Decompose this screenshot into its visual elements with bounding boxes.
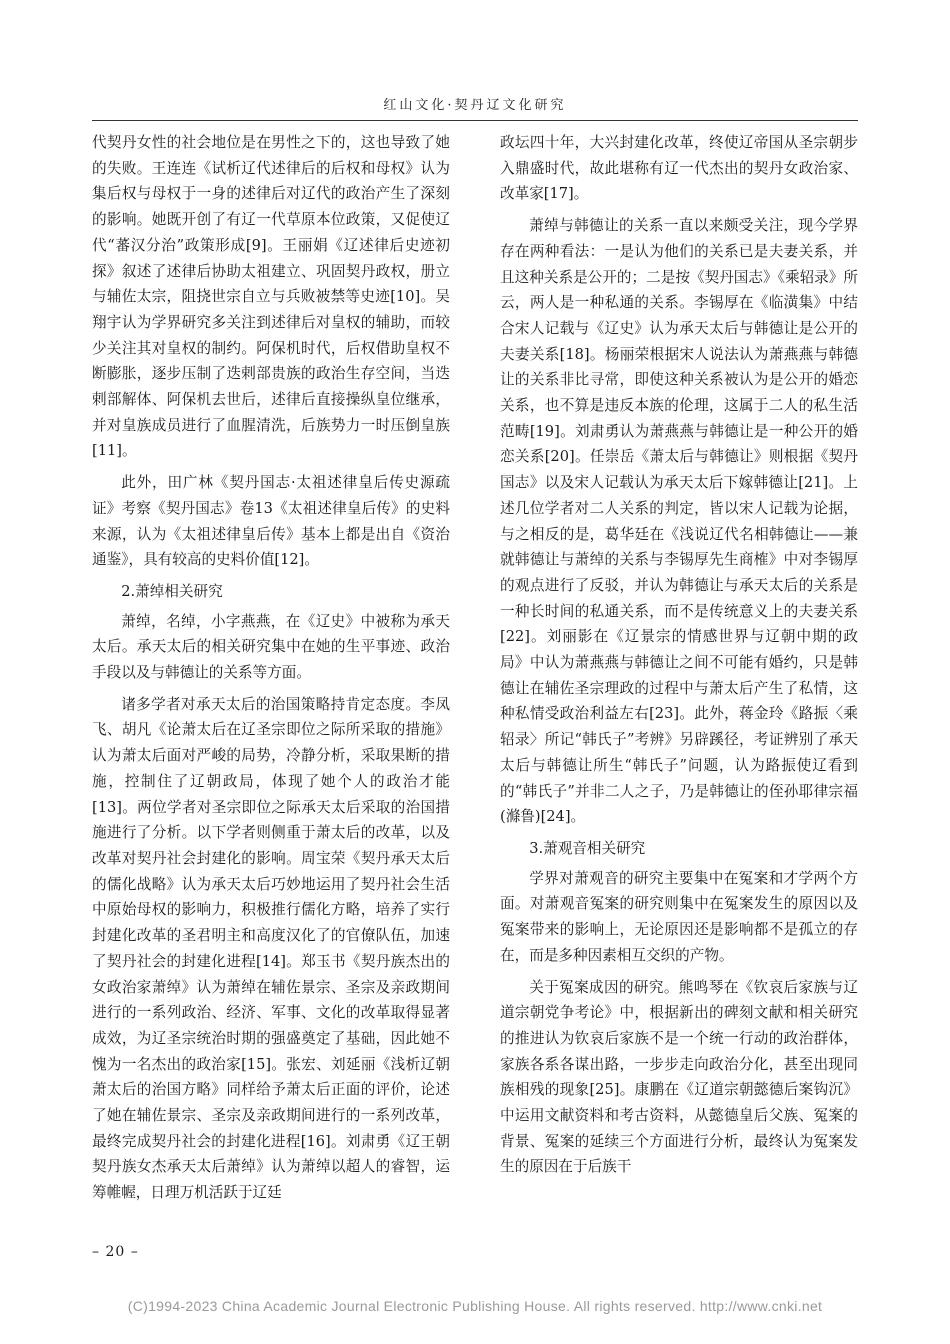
paragraph: 政坛四十年，大兴封建化改革，终使辽帝国从圣宗朝步入鼎盛时代，故此堪称有辽一代杰出的契丹女政治家、改革家[17]。 [500,134,858,203]
header-rule [92,120,858,121]
left-column [92,130,450,1212]
right-column [500,130,858,1186]
paragraph: 关于冤案成因的研究。熊鸣琴在《钦哀后家族与辽道宗朝党争考论》中，根据新出的碑刻文献和相关研究的推进认为钦哀后家族不是一个统一行动的政治群体，家族各系各谋出路，一步步走向政治分化，甚至出现同族相残的现象[25]。康鹏在《辽道宗朝懿德后案钩沉》中运用文献资料和考古资料，从懿德皇后父族、冤案的背景、冤案的延续三个方面进行分析，最终认为冤案发生的原因在于后族干 [500,978,858,1176]
copyright-footer: (C)1994-2023 China Academic Journal Electronic Publishing House. All rights reserved. http://www.cnki.net [127,1298,823,1314]
page-number: – 20 – [92,1244,139,1260]
running-header: 红山文化·契丹辽文化研究 [383,98,567,113]
paragraph: 萧绰与韩德让的关系一直以来颇受关注，现今学界存在两种看法：一是认为他们的关系已是夫妻关系，并且这种关系是公开的；二是按《契丹国志》《乘轺录》所云，两人是一种私通的关系。李锡厚在《临潢集》中结合宋人记载与《辽史》认为承天太后与韩德让是公开的夫妻关系[18]。杨丽荣根据宋人说法认为萧燕燕与韩德让的关系非比寻常，即使这种关系被认为是公开的婚恋关系，也不算是违反本族的伦理，这属于二人的私生活范畴[19]。刘肃勇认为萧燕燕与韩德让是一种公开的婚恋关系[20]。任崇岳《萧太后与韩德让》则根据《契丹国志》以及宋人记载认为承天太后下嫁韩德让[21]。上述几位学者对二人关系的判定，皆以宋人记载为论据，与之相反的是，葛华廷在《浅说辽代名相韩德让——兼就韩德让与萧绰的关系与李锡厚先生商榷》中对李锡厚的观点进行了反驳，并认为韩德让与承天太后的关系是一种长时间的私通关系，而不是传统意义上的夫妻关系[22]。刘丽影在《辽景宗的情感世界与辽朝中期的政局》中认为萧燕燕与韩德让之间不可能有婚约，只是韩德让在辅佐圣宗理政的过程中与萧太后产生了私情，这种私情受政治利益左右[23]。此外，蒋金玲《路振〈乘轺录〉所记“韩氏子”考辨》另辟蹊径，考证辨别了承天太后与韩德让所生“韩氏子”问题，认为路振使辽看到的“韩氏子”并非二人之子，乃是韩德让的侄孙耶律宗福(滌鲁)[24]。 [500,217,858,826]
paragraph: 学界对萧观音的研究主要集中在冤案和才学两个方面。对萧观音冤案的研究则集中在冤案发生的原因以及冤案带来的影响上，无论原因还是影响都不是孤立的存在，而是多种因素相互交织的产物。 [500,869,858,964]
paragraph: 萧绰，名绰，小字燕燕，在《辽史》中被称为承天太后。承天太后的相关研究集中在她的生平事迹、政治手段以及与韩德让的关系等方面。 [92,612,450,682]
section-heading: 2.萧绰相关研究 [121,582,223,600]
section-heading: 3.萧观音相关研究 [529,839,646,857]
paragraph: 诸多学者对承天太后的治国策略持肯定态度。李凤飞、胡凡《论萧太后在辽圣宗即位之际所采取的措施》认为萧太后面对严峻的局势，冷静分析，采取果断的措施，控制住了辽朝政局，体现了她个人的政治才能[13]。两位学者对圣宗即位之际承天太后采取的治国措施进行了分析。以下学者则侧重于萧太后的改革，以及改革对契丹社会封建化的影响。周宝荣《契丹承天太后的儒化战略》认为承天太后巧妙地运用了契丹社会生活中原始母权的影响力，积极推行儒化方略，培养了实行封建化改革的圣君明主和高度汉化了的官僚队伍，加速了契丹社会的封建化进程[14]。郑玉书《契丹族杰出的女政治家萧绰》认为萧绰在辅佐景宗、圣宗及亲政期间进行的一系列政治、经济、军事、文化的改革取得显著成效，为辽圣宗统治时期的强盛奠定了基础，因此她不愧为一名杰出的政治家[15]。张宏、刘延丽《浅析辽朝萧太后的治国方略》同样给予萧太后正面的评价，论述了她在辅佐景宗、圣宗及亲政期间进行的一系列改革，最终完成契丹社会的封建化进程[16]。刘肃勇《辽王朝契丹族女杰承天太后萧绰》认为萧绰以超人的睿智，运筹帷幄，日理万机活跃于辽廷 [92,695,450,1202]
paragraph: 此外，田广林《契丹国志·太祖述律皇后传史源疏证》考察《契丹国志》卷13《太祖述律皇后传》的史料来源，认为《太祖述律皇后传》基本上都是出自《资治通鉴》，具有较高的史料价值[12]。 [92,474,450,569]
paragraph: 代契丹女性的社会地位是在男性之下的，这也导致了她的失败。王连连《试析辽代述律后的后权和母权》认为集后权与母权于一身的述律后对辽代的政治产生了深刻的影响。她既开创了有辽一代草原本位政策，又促使辽代“蕃汉分治”政策形成[9]。王丽娟《辽述律后史迹初探》叙述了述律后协助太祖建立、巩固契丹政权，册立与辅佐太宗，阻挠世宗自立与兵败被禁等史迹[10]。吴翔宇认为学界研究多关注到述律后对皇权的辅助，而较少关注其对皇权的制约。阿保机时代，后权借助皇权不断膨胀，逐步压制了迭剌部贵族的政治生存空间，当迭剌部解体、阿保机去世后，述律后直接操纵皇位继承，并对皇族成员进行了血腥清洗，后族势力一时压倒皇族[11]。 [92,134,450,460]
